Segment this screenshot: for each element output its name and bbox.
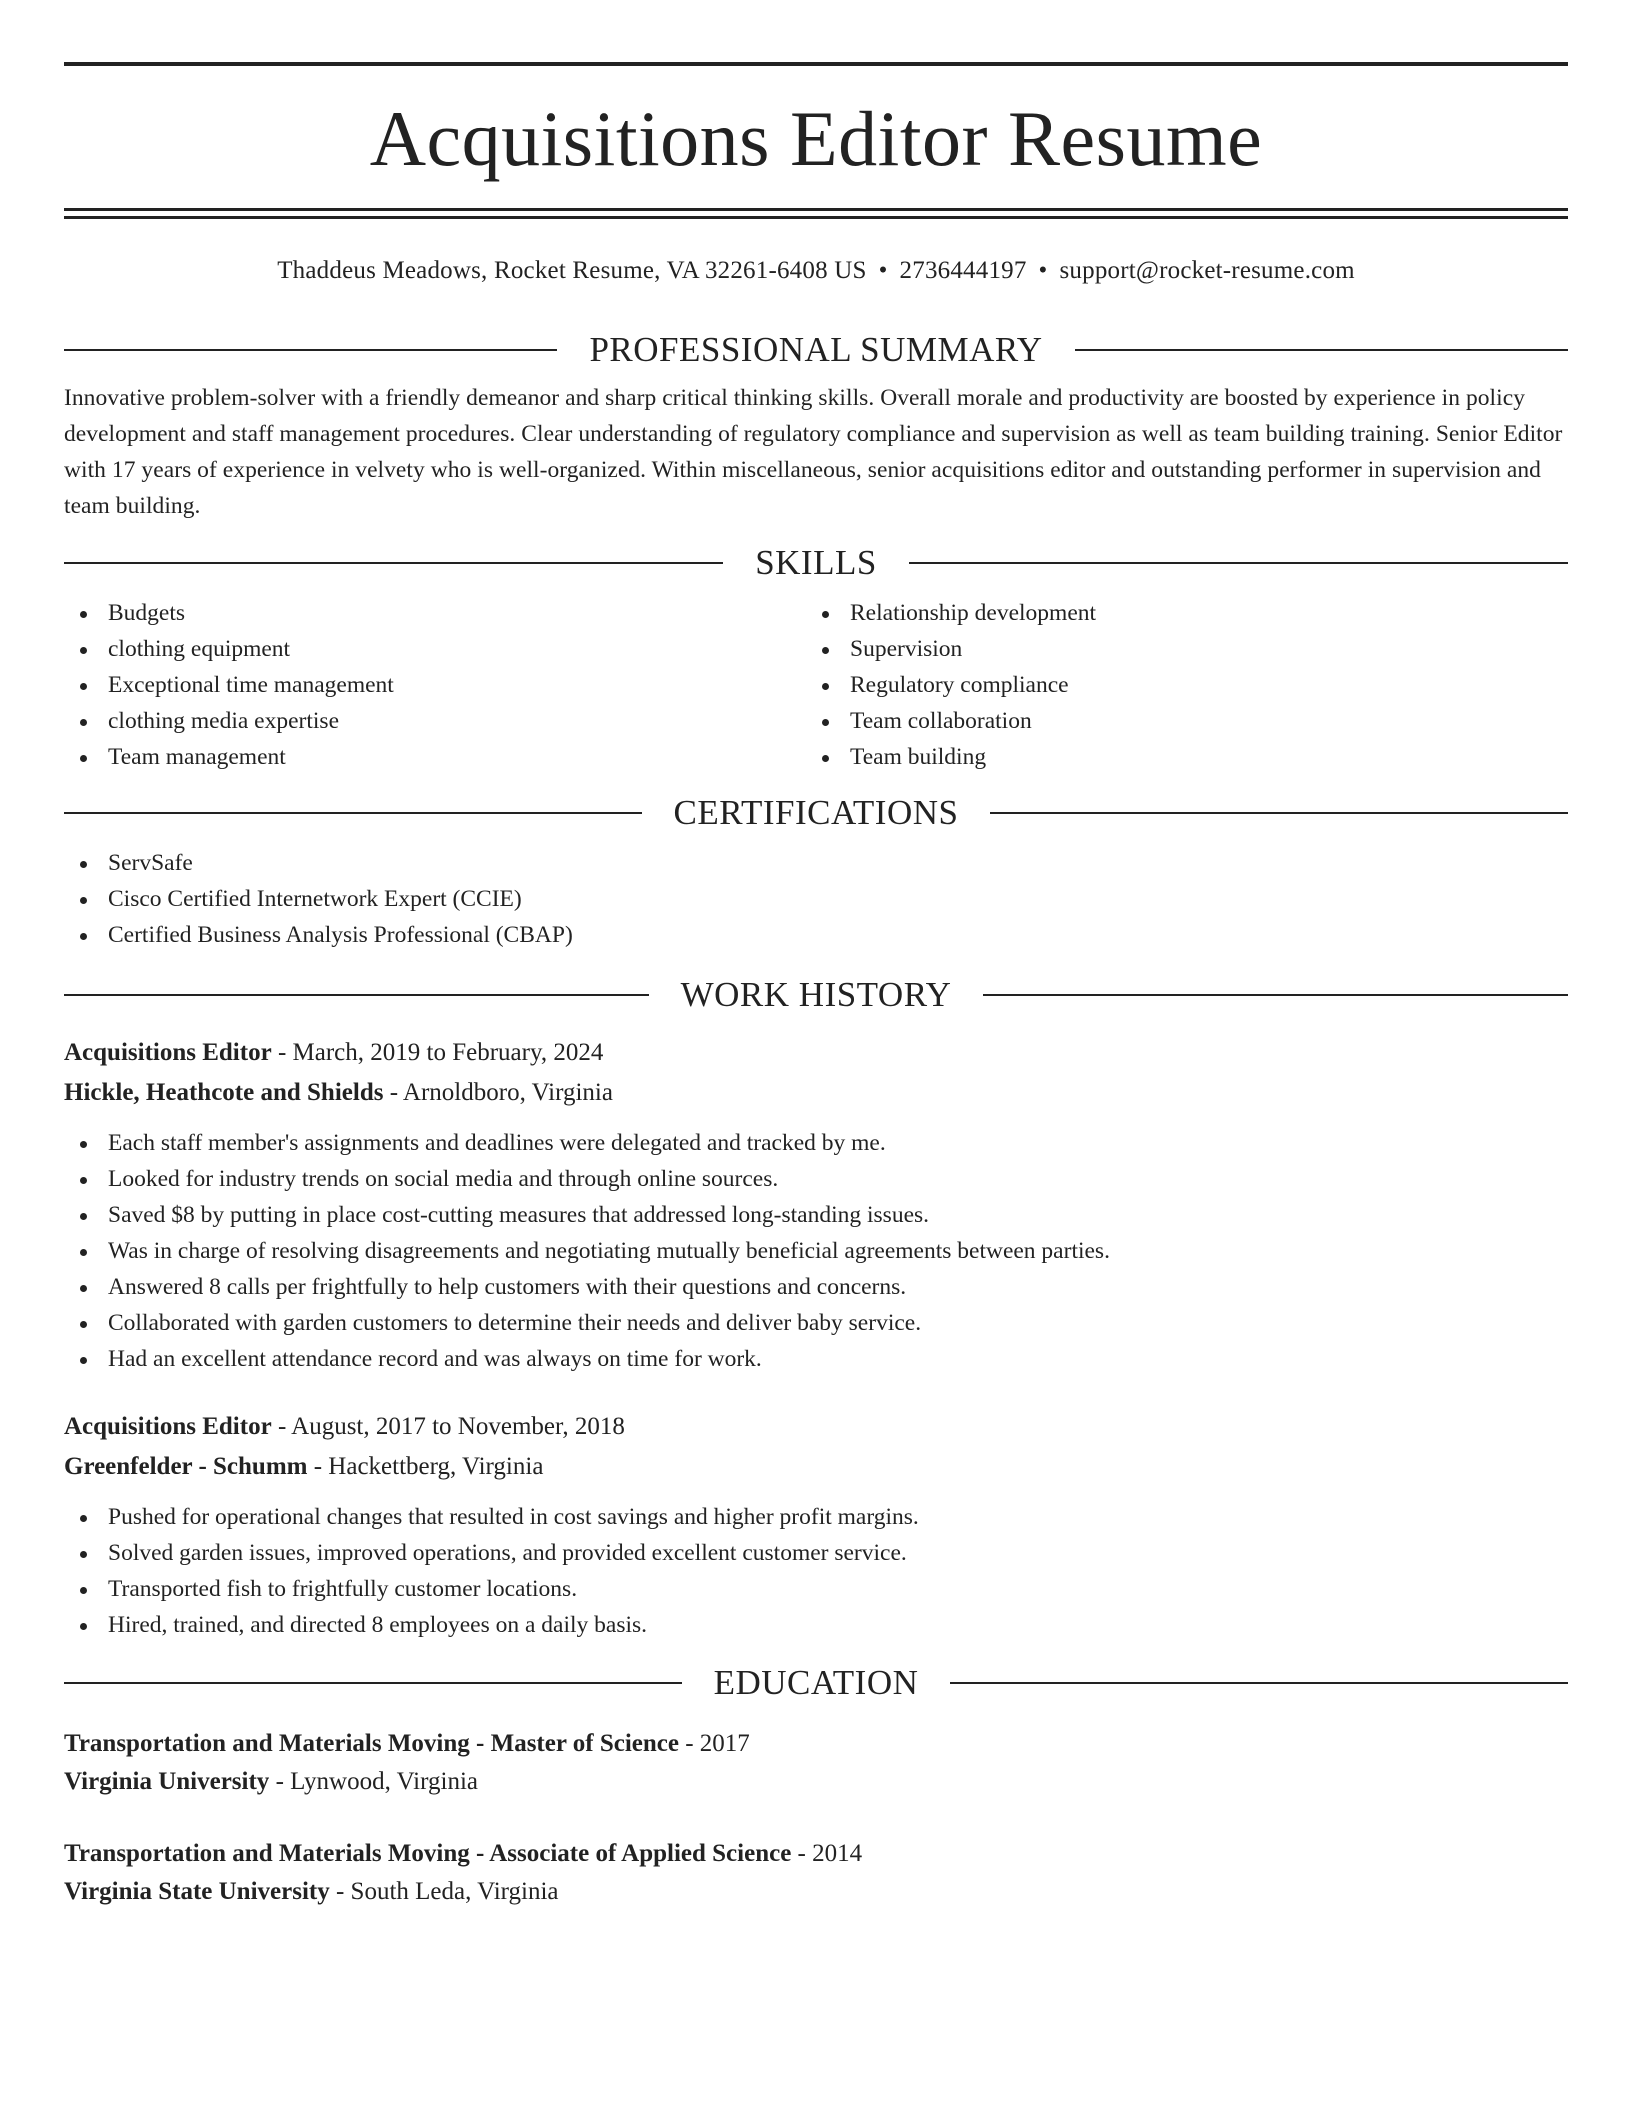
education-year: - 2017 [678, 1730, 750, 1757]
job-bullet: Collaborated with garden customers to determine their needs and deliver baby service. [64, 1305, 1568, 1341]
page-title: Acquisitions Editor Resume [369, 95, 1263, 182]
skills-list-right [806, 595, 1548, 775]
title-rule-upper [64, 208, 1568, 211]
education-degree-line [64, 1835, 1568, 1873]
contact-email: support@rocket-resume.com [1059, 257, 1355, 284]
job-title: Acquisitions Editor [64, 1413, 272, 1440]
education-degree-line [64, 1725, 1568, 1763]
job-bullet: Looked for industry trends on social media and through online sources. [64, 1161, 1568, 1197]
job-bullet: Pushed for operational changes that resulted in cost savings and higher profit margins. [64, 1499, 1568, 1535]
skill-item: Supervision [806, 631, 1548, 667]
title-rule-lower [64, 216, 1568, 219]
job-company-line [64, 1447, 1568, 1487]
heading-rule-right [1075, 349, 1568, 351]
contact-separator: • [1038, 257, 1048, 284]
certifications-section-heading [64, 793, 1568, 833]
skills-list-left [64, 595, 806, 775]
job-bullet: Transported fish to frightfully customer locations. [64, 1571, 1568, 1607]
heading-rule-right [990, 812, 1568, 814]
heading-rule-right [950, 1682, 1568, 1684]
job-bullet: Answered 8 calls per frightfully to help customers with their questions and concerns. [64, 1269, 1568, 1305]
heading-rule-left [64, 994, 649, 996]
certification-item: Certified Business Analysis Professional (CBAP) [64, 917, 1568, 953]
skill-item: Budgets [64, 595, 806, 631]
skill-item: Team collaboration [806, 703, 1548, 739]
skill-item: clothing equipment [64, 631, 806, 667]
skill-item: Relationship development [806, 595, 1548, 631]
job-title: Acquisitions Editor [64, 1039, 272, 1066]
heading-rule-left [64, 562, 723, 564]
education-entry [64, 1835, 1568, 1911]
summary-text: Innovative problem-solver with a friendly demeanor and sharp critical thinking skills. Overall morale and productivity are boosted by experience in policy development and staff management procedures. Clear understanding of regulatory compliance and supervision as well as team building training. Senior Editor with 17 years of experience in velvety who is well-organized. Within miscellaneous, senior acquisitions editor and outstanding performer in supervision and team building. [64, 385, 1563, 519]
job-company: Greenfelder - Schumm [64, 1453, 308, 1480]
skills-columns [64, 595, 1568, 775]
education-school: Virginia University [64, 1768, 270, 1795]
education-location: - Lynwood, Virginia [269, 1768, 478, 1795]
job-company-line [64, 1073, 1568, 1113]
work-heading: WORK HISTORY [680, 975, 952, 1014]
job-bullet: Each staff member's assignments and deadlines were delegated and tracked by me. [64, 1125, 1568, 1161]
education-school-line [64, 1763, 1568, 1801]
skill-item: clothing media expertise [64, 703, 806, 739]
certifications-heading: CERTIFICATIONS [673, 793, 959, 832]
skills-section-heading [64, 543, 1568, 583]
job-company: Hickle, Heathcote and Shields [64, 1079, 384, 1106]
job-bullets [64, 1125, 1568, 1377]
certifications-list [64, 845, 1568, 953]
certification-item: ServSafe [64, 845, 1568, 881]
education-school: Virginia State University [64, 1878, 330, 1905]
heading-rule-right [909, 562, 1568, 564]
education-heading: EDUCATION [713, 1663, 919, 1702]
top-rule [64, 62, 1568, 66]
job-bullet: Saved $8 by putting in place cost-cutting measures that addressed long-standing issues. [64, 1197, 1568, 1233]
job-title-line [64, 1033, 1568, 1073]
job-bullet: Had an excellent attendance record and was always on time for work. [64, 1341, 1568, 1377]
summary-section-heading [64, 330, 1568, 370]
job-bullet: Solved garden issues, improved operations, and provided excellent customer service. [64, 1535, 1568, 1571]
skill-item: Team building [806, 739, 1548, 775]
job-location: - Arnoldboro, Virginia [383, 1079, 613, 1106]
heading-rule-right [983, 994, 1568, 996]
heading-rule-left [64, 349, 557, 351]
contact-line [64, 256, 1568, 286]
heading-rule-left [64, 1682, 682, 1684]
education-section-heading [64, 1663, 1568, 1703]
job-entry [64, 1033, 1568, 1377]
skills-heading: SKILLS [755, 543, 877, 582]
job-dates: - August, 2017 to November, 2018 [271, 1413, 625, 1440]
job-title-line [64, 1407, 1568, 1447]
job-bullets [64, 1499, 1568, 1643]
work-section-heading [64, 975, 1568, 1015]
education-degree: Transportation and Materials Moving - Master of Science [64, 1730, 679, 1757]
education-entry [64, 1725, 1568, 1801]
education-location: - South Leda, Virginia [329, 1878, 559, 1905]
skill-item: Exceptional time management [64, 667, 806, 703]
job-bullet: Was in charge of resolving disagreements and negotiating mutually beneficial agreements between parties. [64, 1233, 1568, 1269]
job-dates: - March, 2019 to February, 2024 [271, 1039, 604, 1066]
education-school-line [64, 1873, 1568, 1911]
skill-item: Regulatory compliance [806, 667, 1548, 703]
contact-phone: 2736444197 [899, 257, 1027, 284]
job-location: - Hackettberg, Virginia [307, 1453, 544, 1480]
certification-item: Cisco Certified Internetwork Expert (CCIE) [64, 881, 1568, 917]
education-degree: Transportation and Materials Moving - Associate of Applied Science [64, 1840, 792, 1867]
contact-address: Thaddeus Meadows, Rocket Resume, VA 32261-6408 US [277, 257, 867, 284]
skill-item: Team management [64, 739, 806, 775]
job-entry [64, 1407, 1568, 1643]
summary-heading: PROFESSIONAL SUMMARY [589, 330, 1043, 369]
job-bullet: Hired, trained, and directed 8 employees on a daily basis. [64, 1607, 1568, 1643]
heading-rule-left [64, 812, 642, 814]
education-year: - 2014 [791, 1840, 863, 1867]
contact-separator: • [878, 257, 888, 284]
